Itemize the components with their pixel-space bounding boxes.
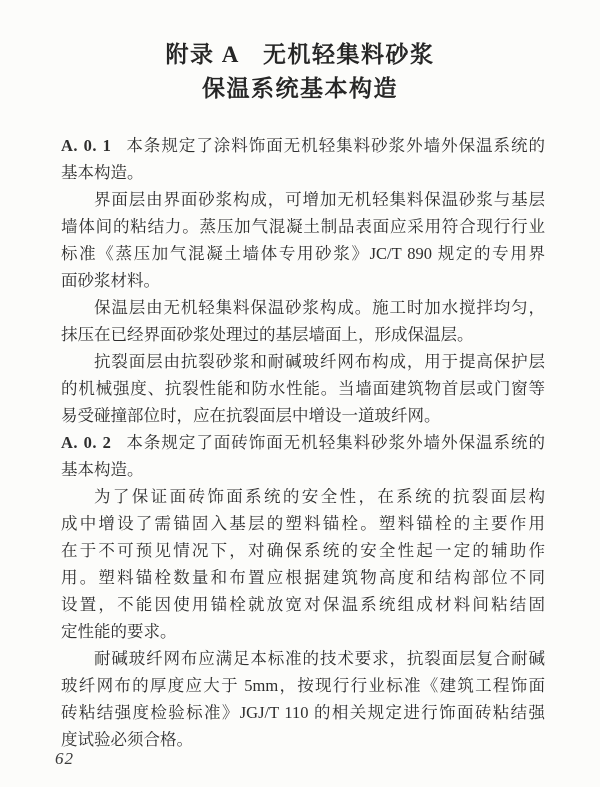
page-number: 62 <box>55 749 74 768</box>
body-line: 为了保证面砖饰面系统的安全性，在系统的抗裂面层构 <box>94 487 545 506</box>
body-line: 砖粘结强度检验标准》JGJ/T 110 的相关规定进行饰面砖粘结强 <box>61 703 545 722</box>
body-line: 基本构造。 <box>61 163 144 182</box>
body-line: 标准《蒸压加气混凝土墙体专用砂浆》JC/T 890 规定的专用界 <box>61 244 545 263</box>
document-body <box>61 132 545 753</box>
body-line: 保温层由无机轻集料保温砂浆构成。施工时加水搅拌均匀， <box>94 298 545 317</box>
body-line-text: 本条规定了面砖饰面无机轻集料砂浆外墙外保温系统的 <box>125 433 546 452</box>
body-line: 玻纤网布的厚度应大于 5mm，按现行行业标准《建筑工程饰面 <box>61 676 545 695</box>
appendix-title-line1: 附录 A 无机轻集料砂浆 <box>165 42 435 67</box>
body-line: 定性能的要求。 <box>61 622 177 641</box>
body-line: 耐碱玻纤网布应满足本标准的技术要求，抗裂面层复合耐碱 <box>94 649 545 668</box>
clause-label-a01: A. 0. 1 <box>61 136 112 155</box>
body-line: 的机械强度、抗裂性能和防水性能。当墙面建筑物首层或门窗等 <box>61 379 545 398</box>
body-line <box>61 429 545 456</box>
body-line: 抗裂面层由抗裂砂浆和耐碱玻纤网布构成，用于提高保护层 <box>94 352 545 371</box>
body-line: 抹压在已经界面砂浆处理过的基层墙面上，形成保温层。 <box>61 325 474 344</box>
appendix-title <box>0 0 600 106</box>
clause-label-a02: A. 0. 2 <box>61 433 112 452</box>
appendix-title-line2: 保温系统基本构造 <box>202 76 398 101</box>
body-line-text: 本条规定了涂料饰面无机轻集料砂浆外墙外保温系统的 <box>125 136 546 155</box>
body-line: 度试验必须合格。 <box>61 730 193 749</box>
body-line: 易受碰撞部位时，应在抗裂面层中增设一道玻纤网。 <box>61 406 441 425</box>
body-line: 界面层由界面砂浆构成，可增加无机轻集料保温砂浆与基层 <box>94 190 545 209</box>
body-line: 在于不可预见情况下，对确保系统的安全性起一定的辅助作 <box>61 541 545 560</box>
body-line: 面砂浆材料。 <box>61 271 160 290</box>
body-line: 基本构造。 <box>61 460 144 479</box>
body-line <box>61 132 545 159</box>
body-line: 用。塑料锚栓数量和布置应根据建筑物高度和结构部位不同 <box>61 568 545 587</box>
body-line: 墙体间的粘结力。蒸压加气混凝土制品表面应采用符合现行行业 <box>61 217 545 236</box>
body-line: 设置，不能因使用锚栓就放宽对保温系统组成材料间粘结固 <box>61 595 545 614</box>
body-line: 成中增设了需锚固入基层的塑料锚栓。塑料锚栓的主要作用 <box>61 514 545 533</box>
